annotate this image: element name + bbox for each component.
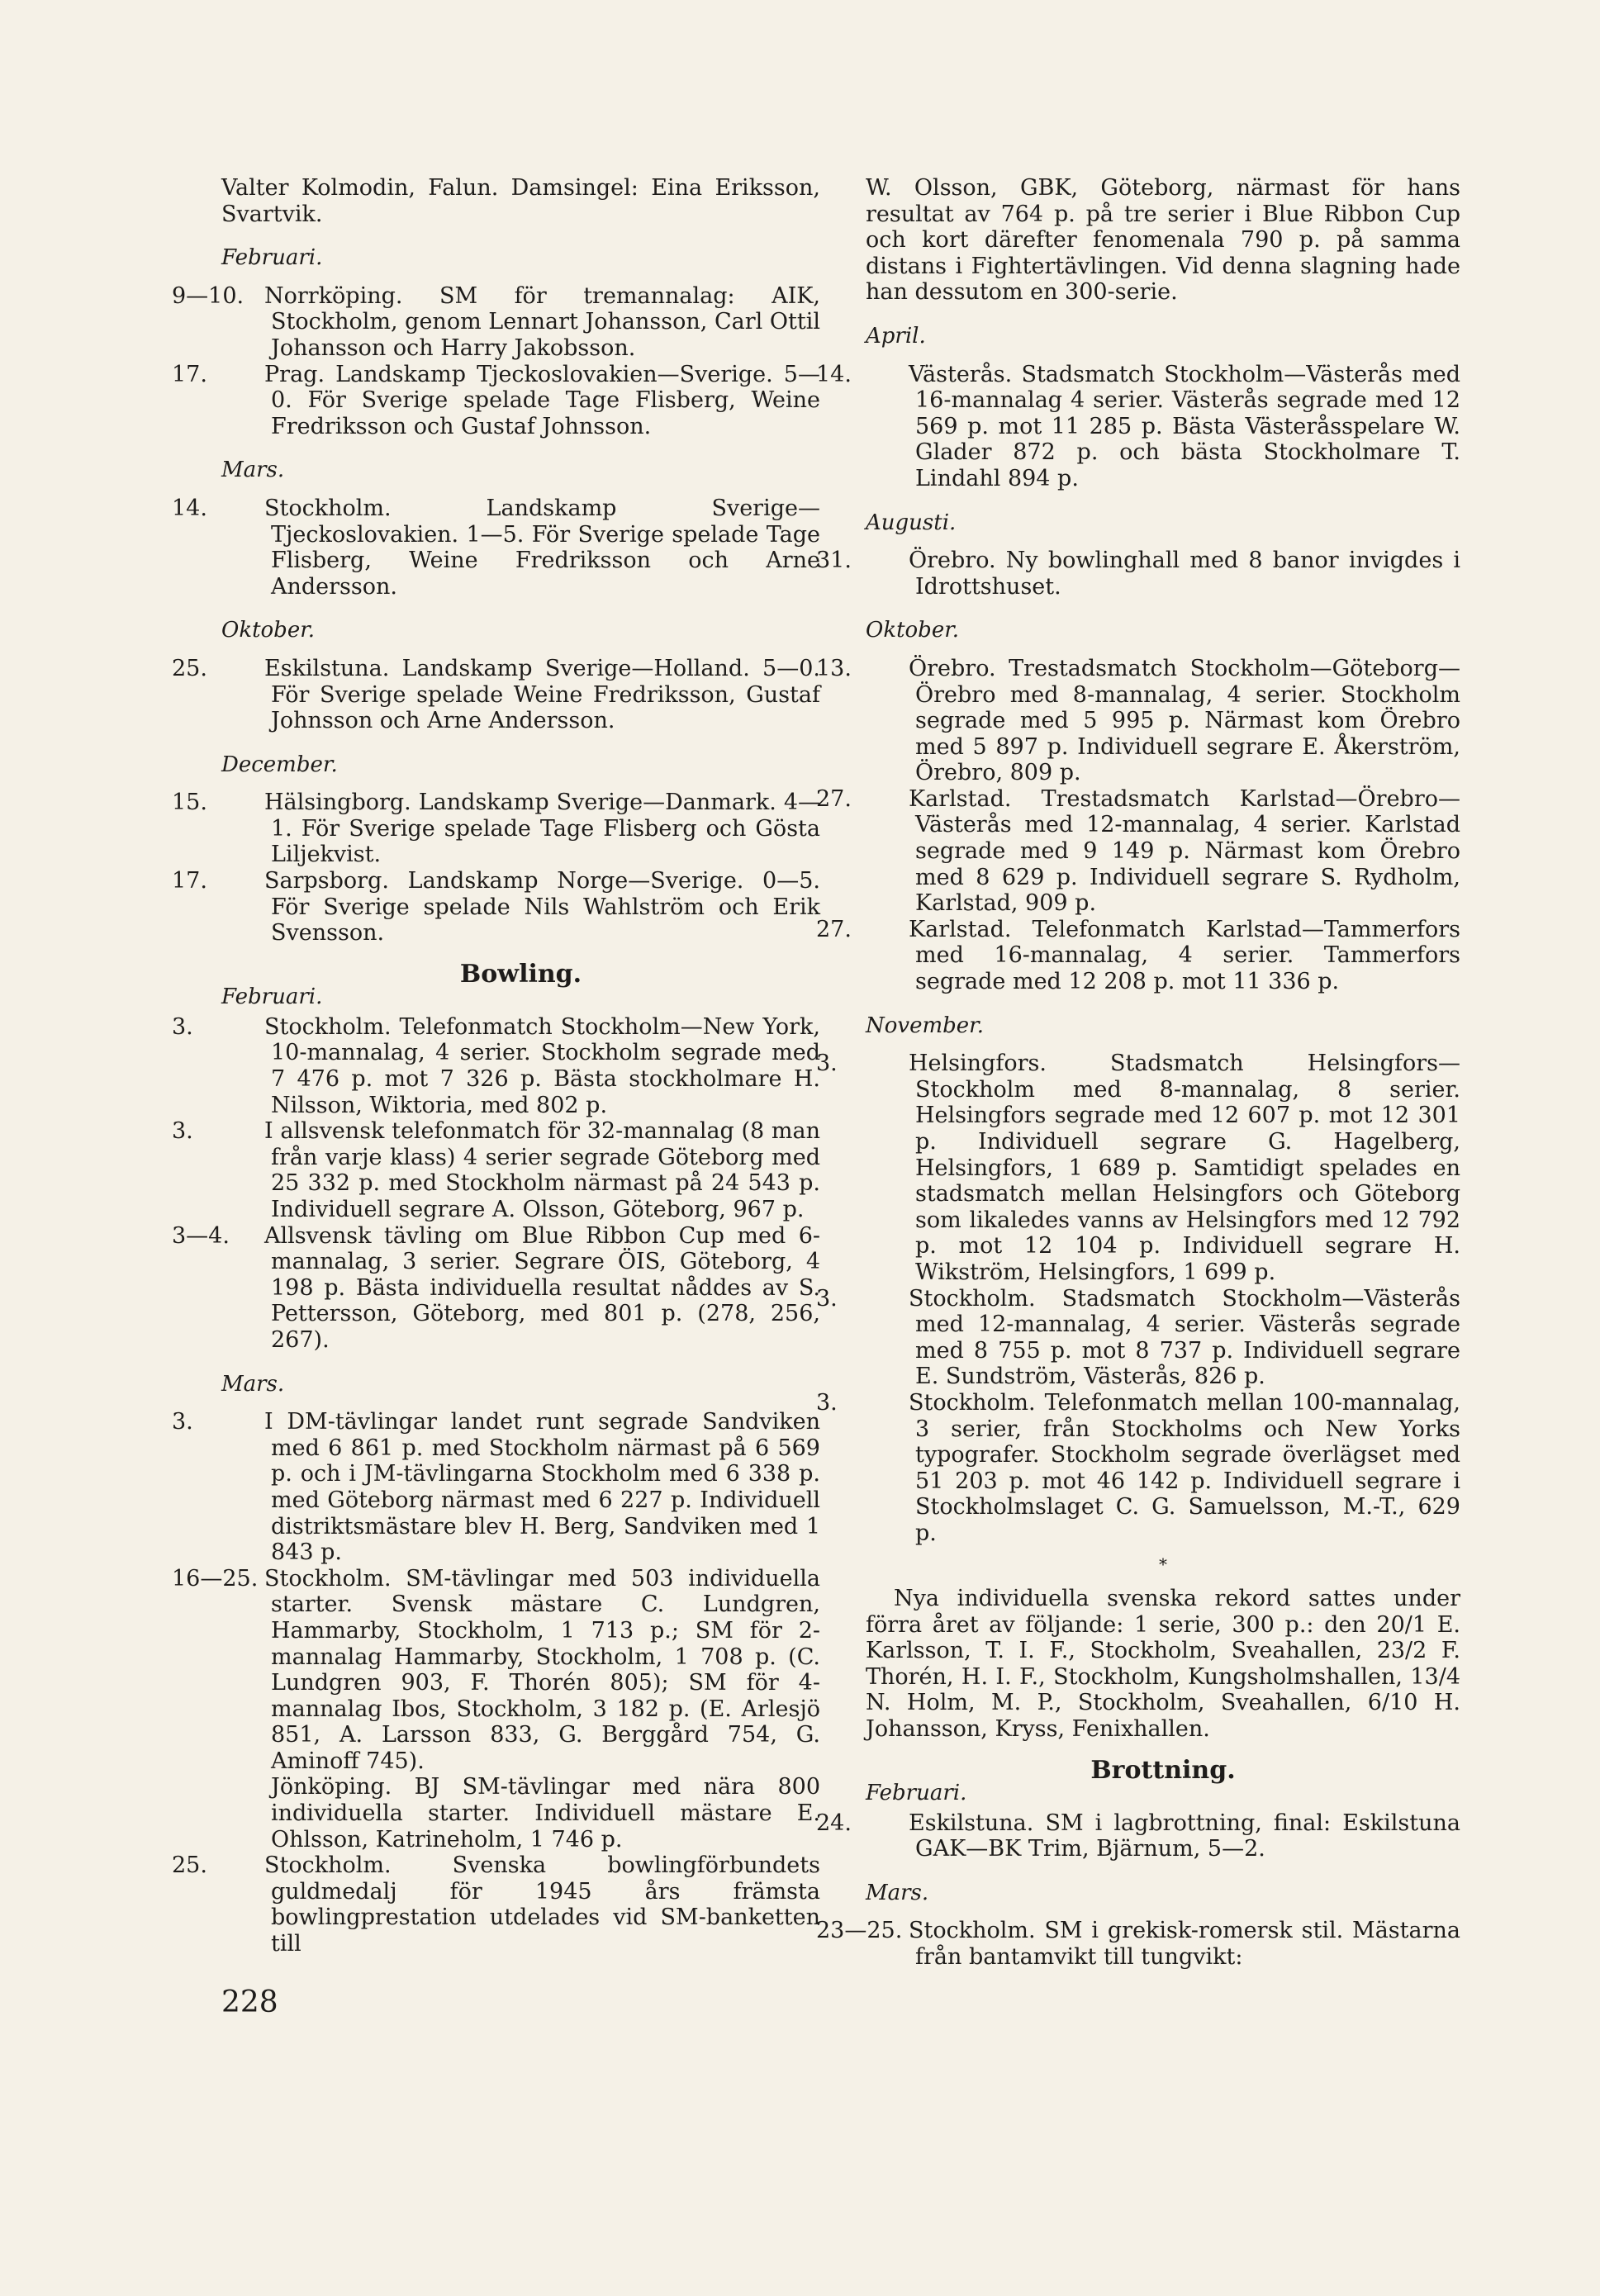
entry-text: Allsvensk tävling om Blue Ribbon Cup med 6-mannalag, 3 serier. Segrare ÖIS, Göteborg, 4 198 p. Bästa individuella resultat nåddes av S. Pettersson, Göteborg, med 801 p. (278, 256, 267). — [264, 1222, 820, 1353]
entry-date: 14. — [816, 361, 852, 387]
month-heading: Oktober. — [221, 618, 316, 643]
entry-date: 3—4. — [172, 1222, 230, 1249]
month-heading: Februari. — [866, 1781, 967, 1806]
entry — [221, 1774, 820, 1852]
entry-text: Eskilstuna. Landskamp Sverige—Holland. 5—0. För Sverige spelade Weine Fredriksson, Gustaf Johnsson och Arne Andersson. — [264, 655, 820, 734]
entry-text: Sarpsborg. Landskamp Norge—Sverige. 0—5. För Sverige spelade Nils Wahlström och Erik Svensson. — [264, 868, 820, 946]
entry — [816, 1051, 1460, 1285]
entry — [172, 1013, 820, 1118]
entry-date: 25. — [172, 1852, 207, 1879]
entry-text: Norrköping. SM för tremannalag: AIK, Stockholm, genom Lennart Johansson, Carl Ottil Johansson och Harry Jakobsson. — [264, 282, 820, 361]
entry-date: 3. — [816, 1051, 838, 1077]
month-heading: Augusti. — [866, 510, 957, 535]
entry — [172, 361, 820, 440]
entry — [816, 785, 1460, 917]
entry-text: Prag. Landskamp Tjeckoslovakien—Sverige. 5—0. För Sverige spelade Tage Flisberg, Weine Fredriksson och Gustaf Johnsson. — [264, 361, 820, 439]
entry-text: Stockholm. Landskamp Sverige—Tjeckoslovakien. 1—5. För Sverige spelade Tage Flisberg, Weine Fredriksson och Arne Andersson. — [264, 495, 820, 600]
month-heading: April. — [866, 323, 926, 349]
entry-text: Stockholm. Stadsmatch Stockholm—Västerås med 12-mannalag, 4 serier. Västerås segrade med 8 755 p. mot 8 737 p. Individuell segrare E. Sundström, Västerås, 826 p. — [909, 1285, 1460, 1390]
month-heading: Februari. — [221, 245, 323, 271]
entry — [172, 655, 820, 734]
entry-date: 17. — [172, 361, 207, 387]
page-number: 228 — [221, 1985, 278, 2019]
entry-date: 23—25. — [816, 1918, 903, 1944]
entry — [172, 868, 820, 946]
left-blocks — [172, 245, 820, 946]
brottning-feb-entries — [816, 1810, 1460, 1862]
month-heading: Februari. — [221, 984, 323, 1010]
entry-text: Örebro. Trestadsmatch Stockholm—Göteborg—Örebro med 8-mannalag, 4 serier. Stockholm segrade med 5 995 p. Närmast kom Örebro med 5 897 p. Individuell segrare E. Åkerström, Örebro, 809 p. — [909, 655, 1460, 786]
entry-text: I allsvensk telefonmatch för 32-mannalag (8 man från varje klass) 4 serier segrade Göteborg med 25 332 p. med Stockholm närmast på 24 543 p. Individuell segrare A. Olsson, Göteborg, 967 p. — [264, 1118, 820, 1222]
entry — [816, 1918, 1460, 1971]
section-title-brottning: Brottning. — [1090, 1755, 1236, 1785]
month-heading: December. — [221, 752, 338, 777]
entry-text: Stockholm. Telefonmatch mellan 100-mannalag, 3 serier, från Stockholms och New Yorks typografer. Stockholm segrade överlägset med 51 203 p. mot 46 142 p. Individuell segrare i Stockholmslaget C. G. Samuelsson, M.-T., 629 p. — [909, 1389, 1460, 1546]
entry-date: 14. — [172, 495, 207, 521]
month-heading: Mars. — [221, 1371, 285, 1397]
entry-text: Jönköping. BJ SM-tävlingar med nära 800 individuella starter. Individuell mästare E. Ohlsson, Katrineholm, 1 746 p. — [271, 1774, 820, 1852]
right-intro: W. Olsson, GBK, Göteborg, närmast för hans resultat av 764 p. på tre serier i Blue Ribbon Cup och kort därefter fenomenala 790 p. på samma distans i Fightertävlingen. Vid denna slagning hade han dessutom en 300-serie. — [866, 175, 1460, 306]
entry-date: 3. — [172, 1013, 193, 1040]
records-paragraph: Nya individuella svenska rekord sattes under förra året av följande: 1 serie, 300 p.: den 20/1 E. Karlsson, T. I. F., Stockholm, Sveahallen, 23/2 F. Thorén, H. I. F., Stockholm, Kungsholmshallen, 13/4 N. Holm, M. P., Stockholm, Sveahallen, 6/10 H. Johansson, Kryss, Fenixhallen. — [866, 1586, 1460, 1743]
entry — [816, 1285, 1460, 1390]
entry-date: 13. — [816, 655, 852, 681]
entry-date: 3. — [172, 1118, 193, 1145]
entry-text: Karlstad. Trestadsmatch Karlstad—Örebro—Västerås med 12-mannalag, 4 serier. Karlstad segrade med 9 149 p. Närmast kom Örebro med 8 629 p. Individuell segrare S. Rydholm, Karlstad, 909 p. — [909, 785, 1460, 917]
entry-text: Karlstad. Telefonmatch Karlstad—Tammerfors med 16-mannalag, 4 serier. Tammerfors segrade med 12 208 p. mot 11 336 p. — [909, 916, 1460, 995]
left-column — [172, 175, 820, 1957]
brottning-heading — [866, 1755, 1460, 1810]
entry-text: I DM-tävlingar landet runt segrade Sandviken med 6 861 p. med Stockholm närmast på 6 569 p. och i JM-tävlingarna Stockholm med 6 338 p. med Göteborg närmast med 6 227 p. Individuell distriktsmästare blev H. Berg, Sandviken med 1 843 p. — [264, 1409, 820, 1566]
brottning-mars-entries — [816, 1918, 1460, 1971]
entry — [816, 916, 1460, 995]
entry — [816, 548, 1460, 600]
entry — [816, 655, 1460, 786]
section-star: * — [1159, 1554, 1167, 1574]
entry-text: Hälsingborg. Landskamp Sverige—Danmark. 4—1. För Sverige spelade Tage Flisberg och Gösta Liljekvist. — [264, 790, 820, 868]
entry-date: 16—25. — [172, 1565, 259, 1592]
month-heading: Oktober. — [866, 618, 960, 643]
entry — [172, 495, 820, 600]
entry-date: 27. — [816, 916, 852, 942]
entry — [172, 1852, 820, 1957]
entry-text: Eskilstuna. SM i lagbrottning, final: Eskilstuna GAK—BK Trim, Bjärnum, 5—2. — [909, 1810, 1460, 1862]
entry-date: 3. — [816, 1389, 838, 1416]
entry — [172, 1409, 820, 1566]
month-heading: November. — [866, 1013, 984, 1038]
entry — [172, 1565, 820, 1775]
entry-text: Västerås. Stadsmatch Stockholm—Västerås med 16-mannalag 4 serier. Västerås segrade med 12 569 p. mot 11 285 p. Bästa Västeråsspelare W. Glader 872 p. och bästa Stockholmare T. Lindahl 894 p. — [909, 361, 1460, 491]
entry-text: Stockholm. SM i grekisk-romersk stil. Mästarna från bantamvikt till tungvikt: — [909, 1918, 1460, 1971]
entry — [816, 1389, 1460, 1547]
right-blocks — [816, 323, 1460, 1547]
entry — [816, 361, 1460, 492]
entry-date: 15. — [172, 790, 207, 816]
entry — [172, 1118, 820, 1222]
entry-date: 3. — [172, 1409, 193, 1435]
entry-date: 24. — [816, 1810, 852, 1836]
bowling-mars-entries — [172, 1409, 820, 1957]
section-title-bowling: Bowling. — [459, 959, 582, 989]
bowling-heading — [221, 961, 820, 1014]
entry-date: 25. — [172, 655, 207, 681]
entry-text: Örebro. Ny bowlinghall med 8 banor invigdes i Idrottshuset. — [909, 548, 1460, 600]
entry — [172, 1222, 820, 1354]
month-heading: Mars. — [221, 458, 285, 483]
entry-text: Stockholm. Telefonmatch Stockholm—New York, 10-mannalag, 4 serier. Stockholm segrade med 7 476 p. mot 7 326 p. Bästa stockholmare H. Nilsson, Wiktoria, med 802 p. — [264, 1013, 820, 1118]
entry-text: Stockholm. Svenska bowlingförbundets guldmedalj för 1945 års främsta bowlingprestation utdelades vid SM-banketten till — [264, 1852, 820, 1957]
entry-text: Stockholm. SM-tävlingar med 503 individuella starter. Svensk mästare C. Lundgren, Hammarby, Stockholm, 1 713 p.; SM för 2-mannalag Hammarby, Stockholm, 1 708 p. (C. Lundgren 903, F. Thorén 805); SM för 4-mannalag Ibos, Stockholm, 3 182 p. (E. Arlesjö 851, A. Larsson 833, G. Berggård 754, G. Aminoff 745). — [264, 1565, 820, 1774]
entry-date: 31. — [816, 548, 852, 574]
bowling-feb-entries — [172, 1013, 820, 1354]
entry-date: 27. — [816, 785, 852, 812]
entry — [172, 790, 820, 868]
entry-date: 17. — [172, 868, 207, 894]
entry-text: Helsingfors. Stadsmatch Helsingfors—Stockholm med 8-mannalag, 8 serier. Helsingfors segrade med 12 607 p. mot 12 301 p. Individuell segrare G. Hagelberg, Helsingfors, 1 689 p. Samtidigt spelades en stadsmatch mellan Helsingfors och Göteborg som likaledes vanns av Helsingfors med 12 792 p. mot 12 104 p. Individuell segrare H. Wikström, Helsingfors, 1 699 p. — [909, 1051, 1460, 1285]
month-heading: Mars. — [866, 1880, 929, 1905]
entry-date: 9—10. — [172, 282, 245, 309]
entry-date: 3. — [816, 1285, 838, 1312]
entry — [172, 282, 820, 362]
right-column — [816, 175, 1460, 1971]
entry — [816, 1810, 1460, 1862]
left-intro: Valter Kolmodin, Falun. Damsingel: Eina Eriksson, Svartvik. — [221, 175, 820, 227]
